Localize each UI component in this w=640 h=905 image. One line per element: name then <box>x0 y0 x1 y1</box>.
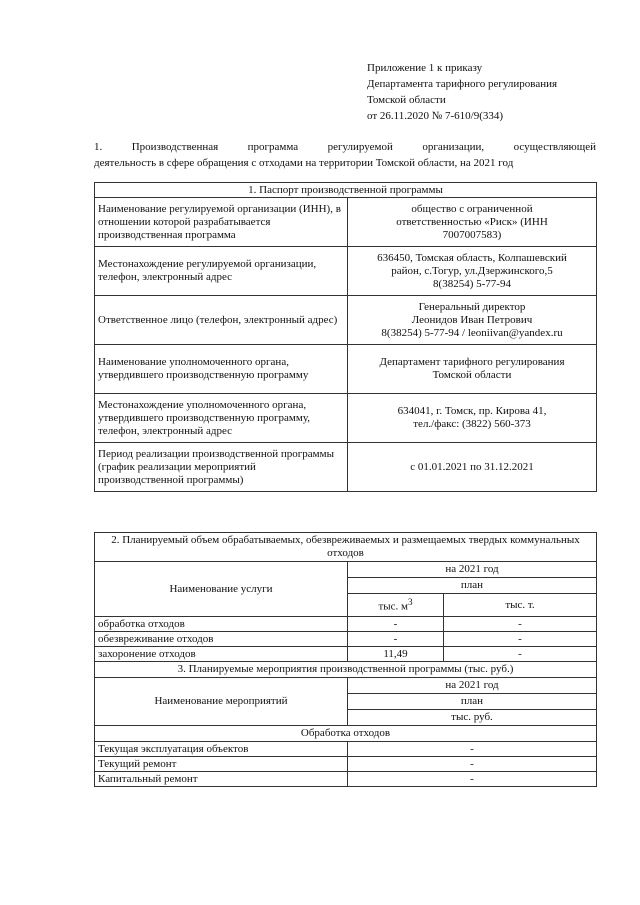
value-line: Генеральный директор <box>418 300 526 313</box>
intro-word: организации, <box>422 141 485 153</box>
activities-section-title: Обработка отходов <box>95 726 597 742</box>
table-row <box>95 772 597 787</box>
value-tons: - <box>444 647 597 662</box>
service-name: обработка отходов <box>95 617 348 632</box>
value-line: Департамент тарифного регулирования <box>379 356 565 368</box>
value-cubic: 11,49 <box>348 647 444 662</box>
passport-value <box>348 247 597 296</box>
passport-value <box>348 345 597 394</box>
table-row <box>95 647 597 662</box>
table-row <box>95 394 597 443</box>
service-name-header: Наименование услуги <box>95 562 348 617</box>
value-line: 636450, Томская область, Колпашевский <box>377 251 567 264</box>
passport-label: Наименование регулируемой организации (ИНН), в отношении которой разрабатывается производственная программа <box>95 198 348 247</box>
table-row <box>95 632 597 647</box>
table-row <box>95 617 597 632</box>
table-row <box>95 742 597 757</box>
activity-value: - <box>348 757 597 772</box>
value-line: Томской области <box>432 369 512 381</box>
intro-word: осуществляющей <box>513 141 596 153</box>
activity-value: - <box>348 742 597 757</box>
activity-name-header: Наименование мероприятий <box>95 678 348 726</box>
activity-name: Текущий ремонт <box>95 757 348 772</box>
year-header: на 2021 год <box>348 562 597 578</box>
value-line: 634041, г. Томск, пр. Кирова 41, <box>397 405 547 417</box>
value-line: 7007007583) <box>442 228 502 241</box>
appendix-line-3: Томской области <box>367 94 446 106</box>
table-row <box>95 296 597 345</box>
activity-name: Капитальный ремонт <box>95 772 348 787</box>
appendix-line-2: Департамента тарифного регулирования <box>367 78 558 90</box>
intro-word: 1. <box>94 141 103 153</box>
activities-unit-header: тыс. руб. <box>348 710 597 726</box>
value-cubic: - <box>348 617 444 632</box>
passport-table <box>94 182 597 492</box>
passport-value <box>348 443 597 492</box>
activity-value: - <box>348 772 597 787</box>
activities-year-header: на 2021 год <box>348 678 597 694</box>
value-line: ответственностью «Риск» (ИНН <box>396 215 548 228</box>
table-row <box>95 247 597 296</box>
value-tons: - <box>444 617 597 632</box>
unit-header-tons: тыс. т. <box>444 594 597 617</box>
table-row <box>95 443 597 492</box>
intro-word: регулируемой <box>327 141 393 153</box>
passport-title: 1. Паспорт производственной программы <box>95 183 597 198</box>
appendix-header <box>367 60 627 124</box>
value-line: 8(38254) 5-77-94 <box>433 277 511 290</box>
value-line: район, с.Тогур, ул.Дзержинского,5 <box>391 264 553 277</box>
value-line: общество с ограниченной <box>411 202 533 215</box>
table-row <box>95 757 597 772</box>
value-tons: - <box>444 632 597 647</box>
table-row <box>95 198 597 247</box>
intro-word: Производственная <box>131 141 219 153</box>
service-name: захоронение отходов <box>95 647 348 662</box>
volume-and-activities-table <box>94 532 597 787</box>
value-line: 8(38254) 5-77-94 / leoniivan@yandex.ru <box>381 326 563 339</box>
activities-plan-header: план <box>348 694 597 710</box>
activities-title: 3. Планируемые мероприятия производственной программы (тыс. руб.) <box>95 662 597 678</box>
appendix-line-4: от 26.11.2020 № 7-610/9(334) <box>367 110 504 122</box>
appendix-line-1: Приложение 1 к приказу <box>367 62 483 74</box>
passport-value <box>348 296 597 345</box>
value-line: с 01.01.2021 по 31.12.2021 <box>410 460 534 473</box>
plan-header: план <box>348 578 597 594</box>
table-row <box>95 345 597 394</box>
service-name: обезвреживание отходов <box>95 632 348 647</box>
passport-value <box>348 394 597 443</box>
value-line: тел./факс: (3822) 560-373 <box>413 418 531 430</box>
intro-line-2: деятельность в сфере обращения с отходами на территории Томской области, на 2021 год <box>94 157 514 169</box>
passport-label: Местонахождение уполномоченного органа, утвердившего производственную программу, телефон, электронный адрес <box>95 394 348 443</box>
intro-line-1 <box>94 139 596 155</box>
intro-word: программа <box>247 141 299 153</box>
passport-value <box>348 198 597 247</box>
passport-label: Местонахождение регулируемой организации, телефон, электронный адрес <box>95 247 348 296</box>
unit-text: тыс. м <box>378 600 408 613</box>
passport-label: Период реализации производственной программы (график реализации мероприятий производственной программы) <box>95 443 348 492</box>
value-line: Леонидов Иван Петрович <box>411 313 533 326</box>
passport-label: Наименование уполномоченного органа, утвердившего производственную программу <box>95 345 348 394</box>
activity-name: Текущая эксплуатация объектов <box>95 742 348 757</box>
passport-label: Ответственное лицо (телефон, электронный адрес) <box>95 296 348 345</box>
unit-header-cubic <box>348 594 444 617</box>
unit-sup: 3 <box>407 597 413 608</box>
program-intro <box>94 139 596 171</box>
volume-title: 2. Планируемый объем обрабатываемых, обезвреживаемых и размещаемых твердых коммунальных отходов <box>95 533 597 562</box>
value-cubic: - <box>348 632 444 647</box>
